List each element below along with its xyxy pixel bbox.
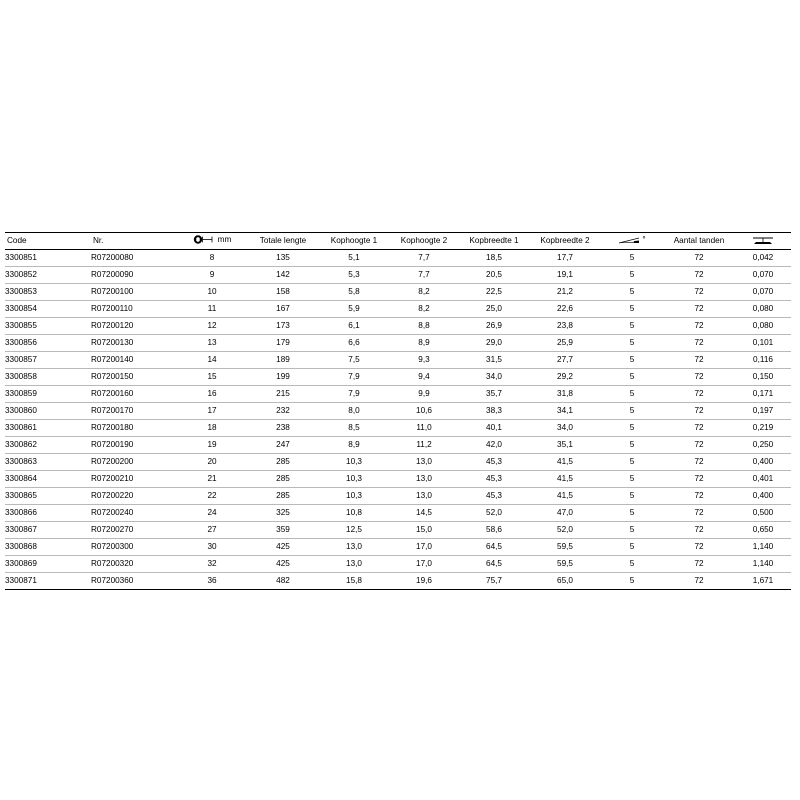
- cell-total-length: 238: [247, 420, 319, 437]
- cell-total-length: 199: [247, 369, 319, 386]
- cell-weight: 0,070: [735, 267, 791, 284]
- cell-head-width-1: 31,5: [459, 352, 529, 369]
- cell-head-width-1: 20,5: [459, 267, 529, 284]
- cell-angle: 5: [601, 284, 663, 301]
- table-row: [5, 301, 791, 318]
- column-header-weight: [735, 233, 791, 250]
- table-row: [5, 573, 791, 590]
- column-header-head-width-2: Kopbreedte 2: [529, 233, 601, 250]
- cell-code: 3300867: [5, 522, 91, 539]
- cell-teeth: 72: [663, 284, 735, 301]
- cell-teeth: 72: [663, 335, 735, 352]
- cell-head-width-1: 25,0: [459, 301, 529, 318]
- cell-total-length: 232: [247, 403, 319, 420]
- cell-teeth: 72: [663, 301, 735, 318]
- cell-head-height-1: 15,8: [319, 573, 389, 590]
- column-header-head-height-2: Kophoogte 2: [389, 233, 459, 250]
- cell-angle: 5: [601, 488, 663, 505]
- column-header-teeth: Aantal tanden: [663, 233, 735, 250]
- column-header-total-length: Totale lengte: [247, 233, 319, 250]
- cell-head-width-2: 59,5: [529, 539, 601, 556]
- cell-nr: R07200270: [91, 522, 177, 539]
- cell-nr: R07200150: [91, 369, 177, 386]
- cell-angle: 5: [601, 420, 663, 437]
- cell-head-height-1: 8,0: [319, 403, 389, 420]
- cell-angle: 5: [601, 301, 663, 318]
- cell-nr: R07200080: [91, 250, 177, 267]
- cell-head-width-1: 38,3: [459, 403, 529, 420]
- cell-teeth: 72: [663, 250, 735, 267]
- cell-weight: 1,140: [735, 539, 791, 556]
- cell-code: 3300865: [5, 488, 91, 505]
- cell-nr: R07200210: [91, 471, 177, 488]
- cell-angle: 5: [601, 386, 663, 403]
- column-header-mm: [177, 233, 247, 250]
- cell-head-height-2: 13,0: [389, 471, 459, 488]
- table-row: [5, 352, 791, 369]
- cell-head-width-2: 41,5: [529, 488, 601, 505]
- cell-total-length: 135: [247, 250, 319, 267]
- cell-weight: 0,250: [735, 437, 791, 454]
- cell-weight: 0,650: [735, 522, 791, 539]
- cell-head-width-2: 25,9: [529, 335, 601, 352]
- cell-head-width-1: 34,0: [459, 369, 529, 386]
- table-row: [5, 318, 791, 335]
- cell-teeth: 72: [663, 437, 735, 454]
- cell-weight: 0,070: [735, 284, 791, 301]
- cell-teeth: 72: [663, 369, 735, 386]
- cell-total-length: 482: [247, 573, 319, 590]
- cell-code: 3300863: [5, 454, 91, 471]
- cell-nr: R07200100: [91, 284, 177, 301]
- table-row: [5, 437, 791, 454]
- cell-total-length: 285: [247, 488, 319, 505]
- cell-head-width-2: 59,5: [529, 556, 601, 573]
- table-row: [5, 488, 791, 505]
- cell-head-width-1: 64,5: [459, 539, 529, 556]
- cell-total-length: 215: [247, 386, 319, 403]
- cell-head-width-2: 23,8: [529, 318, 601, 335]
- cell-code: 3300856: [5, 335, 91, 352]
- cell-code: 3300861: [5, 420, 91, 437]
- header-row: [5, 233, 791, 250]
- cell-teeth: 72: [663, 556, 735, 573]
- cell-head-height-1: 13,0: [319, 556, 389, 573]
- cell-mm: 10: [177, 284, 247, 301]
- cell-angle: 5: [601, 369, 663, 386]
- cell-mm: 16: [177, 386, 247, 403]
- cell-weight: 0,080: [735, 318, 791, 335]
- cell-teeth: 72: [663, 318, 735, 335]
- cell-weight: 0,042: [735, 250, 791, 267]
- cell-weight: 0,401: [735, 471, 791, 488]
- cell-total-length: 247: [247, 437, 319, 454]
- cell-total-length: 425: [247, 556, 319, 573]
- cell-head-height-2: 8,2: [389, 301, 459, 318]
- cell-head-width-2: 34,1: [529, 403, 601, 420]
- cell-nr: R07200130: [91, 335, 177, 352]
- cell-head-height-2: 15,0: [389, 522, 459, 539]
- table-header: [5, 233, 791, 250]
- cell-code: 3300855: [5, 318, 91, 335]
- cell-nr: R07200120: [91, 318, 177, 335]
- cell-code: 3300859: [5, 386, 91, 403]
- cell-nr: R07200180: [91, 420, 177, 437]
- cell-total-length: 179: [247, 335, 319, 352]
- cell-head-height-1: 8,5: [319, 420, 389, 437]
- cell-total-length: 359: [247, 522, 319, 539]
- column-header-code: Code: [5, 233, 91, 250]
- cell-angle: 5: [601, 267, 663, 284]
- cell-head-width-2: 29,2: [529, 369, 601, 386]
- column-header-mm-label: mm: [217, 234, 232, 244]
- table-row: [5, 420, 791, 437]
- table-row: [5, 454, 791, 471]
- cell-head-height-2: 13,0: [389, 488, 459, 505]
- cell-weight: 0,101: [735, 335, 791, 352]
- cell-head-height-1: 12,5: [319, 522, 389, 539]
- cell-mm: 17: [177, 403, 247, 420]
- cell-nr: R07200170: [91, 403, 177, 420]
- cell-total-length: 167: [247, 301, 319, 318]
- cell-nr: R07200320: [91, 556, 177, 573]
- cell-head-height-2: 10,6: [389, 403, 459, 420]
- cell-nr: R07200300: [91, 539, 177, 556]
- cell-teeth: 72: [663, 488, 735, 505]
- cell-teeth: 72: [663, 522, 735, 539]
- cell-total-length: 142: [247, 267, 319, 284]
- cell-head-width-2: 34,0: [529, 420, 601, 437]
- spec-table-container: [0, 232, 800, 590]
- cell-head-width-1: 29,0: [459, 335, 529, 352]
- cell-head-height-1: 10,3: [319, 454, 389, 471]
- cell-nr: R07200090: [91, 267, 177, 284]
- cell-head-height-1: 10,3: [319, 471, 389, 488]
- cell-head-height-2: 9,9: [389, 386, 459, 403]
- cell-head-width-1: 75,7: [459, 573, 529, 590]
- cell-mm: 9: [177, 267, 247, 284]
- cell-teeth: 72: [663, 505, 735, 522]
- cell-weight: 0,150: [735, 369, 791, 386]
- cell-head-height-1: 10,3: [319, 488, 389, 505]
- cell-total-length: 285: [247, 454, 319, 471]
- table-row: [5, 556, 791, 573]
- cell-weight: 0,500: [735, 505, 791, 522]
- cell-total-length: 325: [247, 505, 319, 522]
- cell-head-height-2: 7,7: [389, 250, 459, 267]
- cell-mm: 18: [177, 420, 247, 437]
- cell-teeth: 72: [663, 539, 735, 556]
- hex-socket-icon: [193, 235, 213, 244]
- cell-head-width-2: 22,6: [529, 301, 601, 318]
- cell-code: 3300857: [5, 352, 91, 369]
- cell-head-height-1: 6,6: [319, 335, 389, 352]
- cell-head-height-2: 8,8: [389, 318, 459, 335]
- cell-mm: 27: [177, 522, 247, 539]
- cell-head-width-2: 47,0: [529, 505, 601, 522]
- cell-head-height-2: 13,0: [389, 454, 459, 471]
- cell-code: 3300852: [5, 267, 91, 284]
- column-header-nr: Nr.: [91, 233, 177, 250]
- cell-code: 3300851: [5, 250, 91, 267]
- cell-weight: 1,671: [735, 573, 791, 590]
- cell-head-height-1: 5,1: [319, 250, 389, 267]
- cell-head-width-1: 22,5: [459, 284, 529, 301]
- cell-teeth: 72: [663, 471, 735, 488]
- cell-angle: 5: [601, 352, 663, 369]
- cell-head-height-2: 14,5: [389, 505, 459, 522]
- table-row: [5, 505, 791, 522]
- cell-mm: 36: [177, 573, 247, 590]
- table-row: [5, 267, 791, 284]
- cell-weight: 0,400: [735, 454, 791, 471]
- cell-head-height-2: 9,3: [389, 352, 459, 369]
- cell-total-length: 189: [247, 352, 319, 369]
- cell-teeth: 72: [663, 454, 735, 471]
- cell-head-width-2: 21,2: [529, 284, 601, 301]
- column-header-angle: [601, 233, 663, 250]
- cell-head-height-2: 8,9: [389, 335, 459, 352]
- cell-head-height-1: 7,9: [319, 386, 389, 403]
- table-row: [5, 369, 791, 386]
- cell-head-height-2: 11,2: [389, 437, 459, 454]
- cell-angle: 5: [601, 454, 663, 471]
- cell-head-width-2: 31,8: [529, 386, 601, 403]
- specification-table: [5, 232, 791, 590]
- table-row: [5, 335, 791, 352]
- cell-head-width-2: 65,0: [529, 573, 601, 590]
- cell-angle: 5: [601, 318, 663, 335]
- cell-head-height-1: 8,9: [319, 437, 389, 454]
- cell-weight: 0,080: [735, 301, 791, 318]
- column-header-head-width-1: Kopbreedte 1: [459, 233, 529, 250]
- cell-teeth: 72: [663, 352, 735, 369]
- cell-head-height-2: 17,0: [389, 539, 459, 556]
- cell-weight: 0,171: [735, 386, 791, 403]
- cell-code: 3300853: [5, 284, 91, 301]
- cell-head-width-2: 19,1: [529, 267, 601, 284]
- cell-mm: 21: [177, 471, 247, 488]
- cell-head-width-2: 41,5: [529, 471, 601, 488]
- cell-head-width-1: 45,3: [459, 454, 529, 471]
- cell-mm: 12: [177, 318, 247, 335]
- cell-head-width-2: 17,7: [529, 250, 601, 267]
- cell-angle: 5: [601, 403, 663, 420]
- cell-head-width-1: 42,0: [459, 437, 529, 454]
- cell-nr: R07200240: [91, 505, 177, 522]
- table-row: [5, 386, 791, 403]
- cell-head-height-2: 7,7: [389, 267, 459, 284]
- cell-angle: 5: [601, 522, 663, 539]
- cell-head-width-1: 35,7: [459, 386, 529, 403]
- table-row: [5, 250, 791, 267]
- cell-head-height-2: 9,4: [389, 369, 459, 386]
- cell-head-width-1: 58,6: [459, 522, 529, 539]
- cell-code: 3300864: [5, 471, 91, 488]
- cell-mm: 11: [177, 301, 247, 318]
- cell-angle: 5: [601, 250, 663, 267]
- cell-head-height-2: 17,0: [389, 556, 459, 573]
- cell-head-width-1: 18,5: [459, 250, 529, 267]
- cell-head-width-2: 27,7: [529, 352, 601, 369]
- cell-head-height-1: 7,5: [319, 352, 389, 369]
- cell-code: 3300858: [5, 369, 91, 386]
- cell-head-height-1: 5,3: [319, 267, 389, 284]
- cell-head-width-1: 45,3: [459, 471, 529, 488]
- cell-code: 3300854: [5, 301, 91, 318]
- cell-code: 3300866: [5, 505, 91, 522]
- cell-head-height-1: 5,8: [319, 284, 389, 301]
- cell-angle: 5: [601, 505, 663, 522]
- table-body: [5, 250, 791, 590]
- cell-weight: 0,197: [735, 403, 791, 420]
- cell-teeth: 72: [663, 267, 735, 284]
- cell-head-height-1: 13,0: [319, 539, 389, 556]
- table-row: [5, 471, 791, 488]
- cell-angle: 5: [601, 573, 663, 590]
- cell-weight: 0,400: [735, 488, 791, 505]
- table-row: [5, 539, 791, 556]
- cell-nr: R07200190: [91, 437, 177, 454]
- cell-code: 3300860: [5, 403, 91, 420]
- cell-head-height-1: 5,9: [319, 301, 389, 318]
- angle-degree-icon: [618, 235, 640, 244]
- column-header-head-height-1: Kophoogte 1: [319, 233, 389, 250]
- cell-angle: 5: [601, 437, 663, 454]
- cell-head-width-1: 45,3: [459, 488, 529, 505]
- cell-code: 3300869: [5, 556, 91, 573]
- cell-total-length: 285: [247, 471, 319, 488]
- cell-head-height-2: 19,6: [389, 573, 459, 590]
- cell-head-height-1: 10,8: [319, 505, 389, 522]
- cell-nr: R07200200: [91, 454, 177, 471]
- cell-mm: 20: [177, 454, 247, 471]
- cell-head-width-1: 26,9: [459, 318, 529, 335]
- cell-code: 3300862: [5, 437, 91, 454]
- table-row: [5, 522, 791, 539]
- table-row: [5, 403, 791, 420]
- cell-head-height-1: 7,9: [319, 369, 389, 386]
- column-header-angle-label: °: [642, 234, 646, 244]
- cell-nr: R07200160: [91, 386, 177, 403]
- cell-head-width-1: 64,5: [459, 556, 529, 573]
- cell-angle: 5: [601, 471, 663, 488]
- cell-angle: 5: [601, 556, 663, 573]
- cell-nr: R07200220: [91, 488, 177, 505]
- cell-teeth: 72: [663, 403, 735, 420]
- weight-scale-icon: [751, 236, 775, 245]
- cell-head-height-1: 6,1: [319, 318, 389, 335]
- cell-head-width-2: 35,1: [529, 437, 601, 454]
- cell-mm: 32: [177, 556, 247, 573]
- cell-code: 3300868: [5, 539, 91, 556]
- cell-teeth: 72: [663, 386, 735, 403]
- cell-mm: 14: [177, 352, 247, 369]
- cell-mm: 13: [177, 335, 247, 352]
- cell-teeth: 72: [663, 420, 735, 437]
- cell-nr: R07200140: [91, 352, 177, 369]
- cell-mm: 22: [177, 488, 247, 505]
- cell-total-length: 173: [247, 318, 319, 335]
- cell-head-width-2: 41,5: [529, 454, 601, 471]
- cell-mm: 15: [177, 369, 247, 386]
- cell-total-length: 158: [247, 284, 319, 301]
- cell-weight: 0,219: [735, 420, 791, 437]
- cell-code: 3300871: [5, 573, 91, 590]
- table-row: [5, 284, 791, 301]
- cell-mm: 8: [177, 250, 247, 267]
- cell-mm: 24: [177, 505, 247, 522]
- cell-nr: R07200360: [91, 573, 177, 590]
- cell-head-width-2: 52,0: [529, 522, 601, 539]
- cell-mm: 19: [177, 437, 247, 454]
- cell-mm: 30: [177, 539, 247, 556]
- cell-teeth: 72: [663, 573, 735, 590]
- cell-head-height-2: 11,0: [389, 420, 459, 437]
- cell-angle: 5: [601, 539, 663, 556]
- cell-head-height-2: 8,2: [389, 284, 459, 301]
- cell-weight: 1,140: [735, 556, 791, 573]
- cell-total-length: 425: [247, 539, 319, 556]
- cell-head-width-1: 40,1: [459, 420, 529, 437]
- cell-nr: R07200110: [91, 301, 177, 318]
- cell-weight: 0,116: [735, 352, 791, 369]
- cell-head-width-1: 52,0: [459, 505, 529, 522]
- cell-angle: 5: [601, 335, 663, 352]
